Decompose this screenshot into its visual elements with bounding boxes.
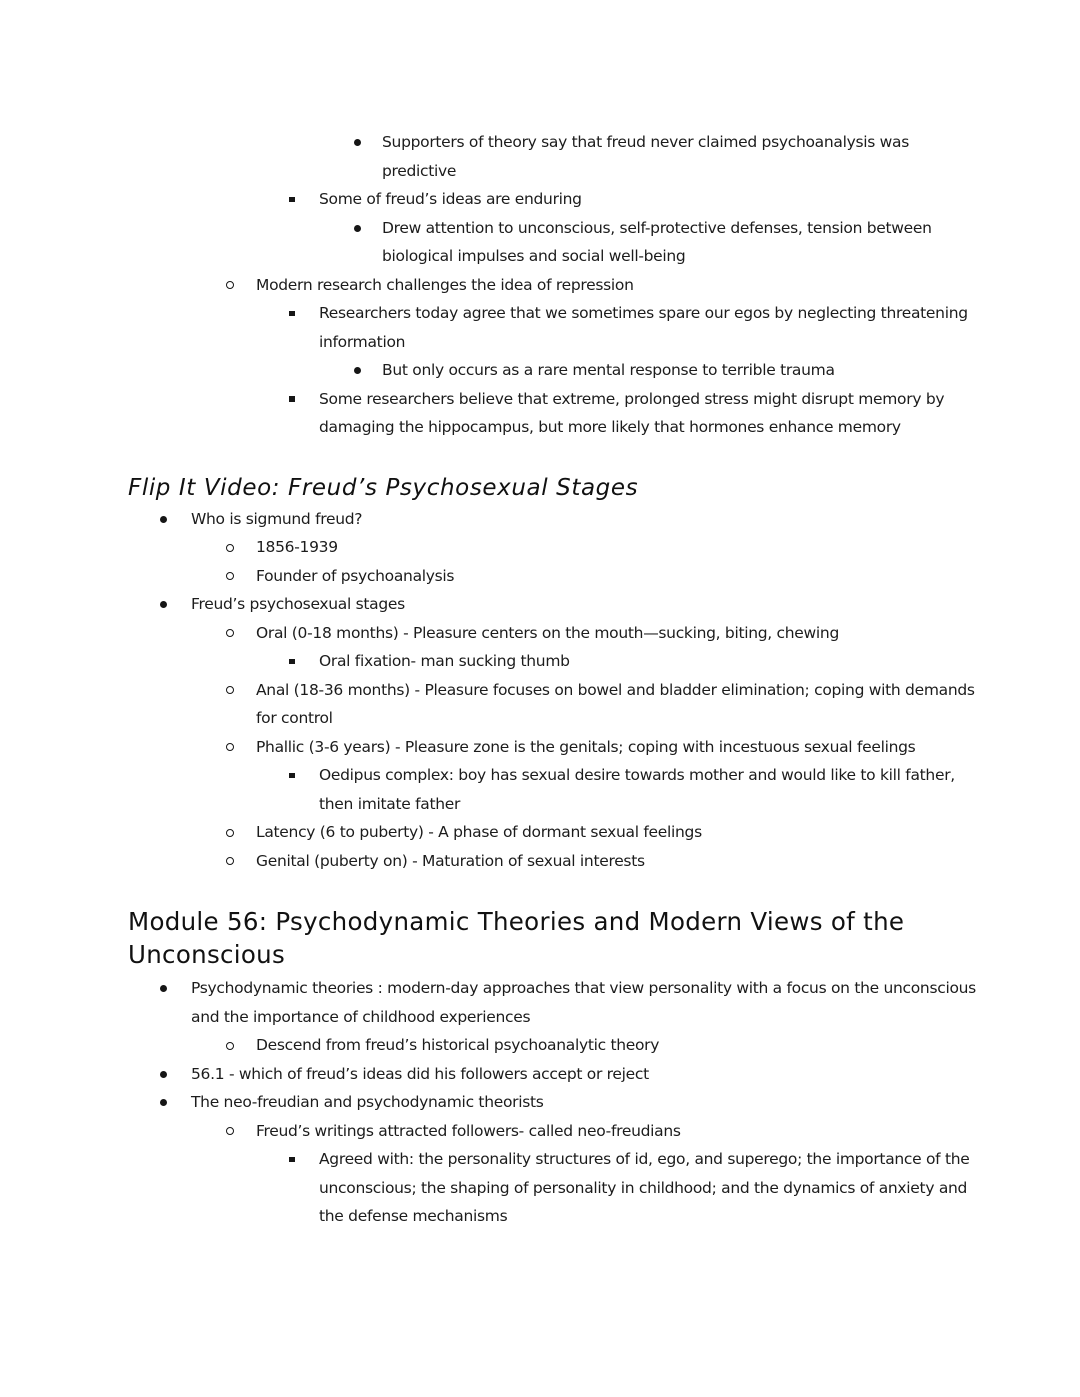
list-item-text: Genital (puberty on) - Maturation of sexual interests [256, 851, 645, 870]
list-item-text: Phallic (3-6 years) - Pleasure zone is the genitals; coping with incestuous sexual feelings [256, 737, 916, 756]
list-item-text: Who is sigmund freud? [191, 509, 363, 528]
list-item-text: Supporters of theory say that freud never claimed psychoanalysis was predictive [382, 133, 909, 180]
list-item [0, 128, 1080, 185]
list-item-text: Founder of psychoanalysis [256, 566, 455, 585]
square-bullet-icon [289, 197, 295, 203]
list-item [0, 214, 1080, 271]
list-item [0, 818, 1080, 847]
circle-bullet-icon [226, 829, 234, 837]
square-bullet-icon [289, 1157, 295, 1163]
circle-bullet-icon [226, 686, 234, 694]
list-item-text: Psychodynamic theories : modern-day approaches that view personality with a focus on the unconscious and the importance of childhood experiences [191, 979, 976, 1026]
list-item [0, 1088, 1080, 1117]
list-item-text: Modern research challenges the idea of repression [256, 275, 634, 294]
list-item-text: Anal (18-36 months) - Pleasure focuses on bowel and bladder elimination; coping with demands for control [256, 680, 975, 727]
list-item-text: Drew attention to unconscious, self-protective defenses, tension between biological impulses and social well-being [382, 218, 932, 265]
circle-bullet-icon [226, 629, 234, 637]
list-item [0, 271, 1080, 300]
list-item [0, 356, 1080, 385]
list-item-text: 56.1 - which of freud’s ideas did his followers accept or reject [191, 1064, 649, 1083]
list-item-text: Some of freud’s ideas are enduring [319, 190, 582, 208]
list-item [0, 562, 1080, 591]
list-item [0, 733, 1080, 762]
list-item-text: Freud’s psychosexual stages [191, 595, 405, 613]
list-item-text: But only occurs as a rare mental response to terrible trauma [382, 361, 835, 379]
section-heading [128, 473, 920, 503]
list-item [0, 974, 1080, 1031]
disc-bullet-icon [354, 367, 361, 374]
list-item-text: Some researchers believe that extreme, prolonged stress might disrupt memory by damaging the hippocampus, but more likely that hormones enhance memory [319, 389, 945, 436]
disc-bullet-icon [160, 516, 167, 523]
section-heading [128, 905, 920, 971]
circle-bullet-icon [226, 1042, 234, 1050]
list-item [0, 533, 1080, 562]
square-bullet-icon [289, 773, 295, 779]
circle-bullet-icon [226, 544, 234, 552]
circle-bullet-icon [226, 1127, 234, 1135]
disc-bullet-icon [160, 985, 167, 992]
list-item-text: The neo-freudian and psychodynamic theorists [191, 1093, 544, 1111]
disc-bullet-icon [160, 1099, 167, 1106]
list-item [0, 676, 1080, 733]
disc-bullet-icon [354, 225, 361, 232]
list-item-text: Latency (6 to puberty) - A phase of dormant sexual feelings [256, 823, 702, 841]
list-item [0, 1117, 1080, 1146]
list-item-text: Oedipus complex: boy has sexual desire towards mother and would like to kill father, then imitate father [319, 766, 955, 813]
list-item [0, 1060, 1080, 1089]
list-item-text: Researchers today agree that we sometimes spare our egos by neglecting threatening information [319, 304, 968, 351]
list-item [0, 590, 1080, 619]
circle-bullet-icon [226, 857, 234, 865]
list-item [0, 505, 1080, 534]
list-item-text: Descend from freud’s historical psychoanalytic theory [256, 1036, 660, 1054]
circle-bullet-icon [226, 281, 234, 289]
list-item [0, 385, 1080, 442]
list-item-text: Oral fixation- man sucking thumb [319, 652, 570, 670]
section-heading-text: Module 56: Psychodynamic Theories and Modern Views of the Unconscious [128, 907, 905, 969]
list-item-text: Oral (0-18 months) - Pleasure centers on the mouth—sucking, biting, chewing [256, 623, 839, 642]
disc-bullet-icon [160, 601, 167, 608]
circle-bullet-icon [226, 572, 234, 580]
square-bullet-icon [289, 396, 295, 402]
square-bullet-icon [289, 659, 295, 665]
list-item-text: 1856-1939 [256, 538, 338, 556]
list-item [0, 619, 1080, 648]
disc-bullet-icon [160, 1071, 167, 1078]
list-item [0, 185, 1080, 214]
circle-bullet-icon [226, 743, 234, 751]
list-item [0, 1031, 1080, 1060]
list-item [0, 847, 1080, 876]
section-heading-text: Flip It Video: Freud’s Psychosexual Stages [128, 474, 639, 501]
list-item-text: Freud’s writings attracted followers- called neo-freudians [256, 1121, 681, 1140]
list-item-text: Agreed with: the personality structures of id, ego, and superego; the importance of the unconscious; the shaping of personality in childhood; and the dynamics of anxiety and the defense mechanisms [319, 1150, 970, 1225]
list-item [0, 1145, 1080, 1231]
square-bullet-icon [289, 311, 295, 317]
list-item [0, 761, 1080, 818]
list-item [0, 299, 1080, 356]
disc-bullet-icon [354, 139, 361, 146]
list-item [0, 647, 1080, 676]
